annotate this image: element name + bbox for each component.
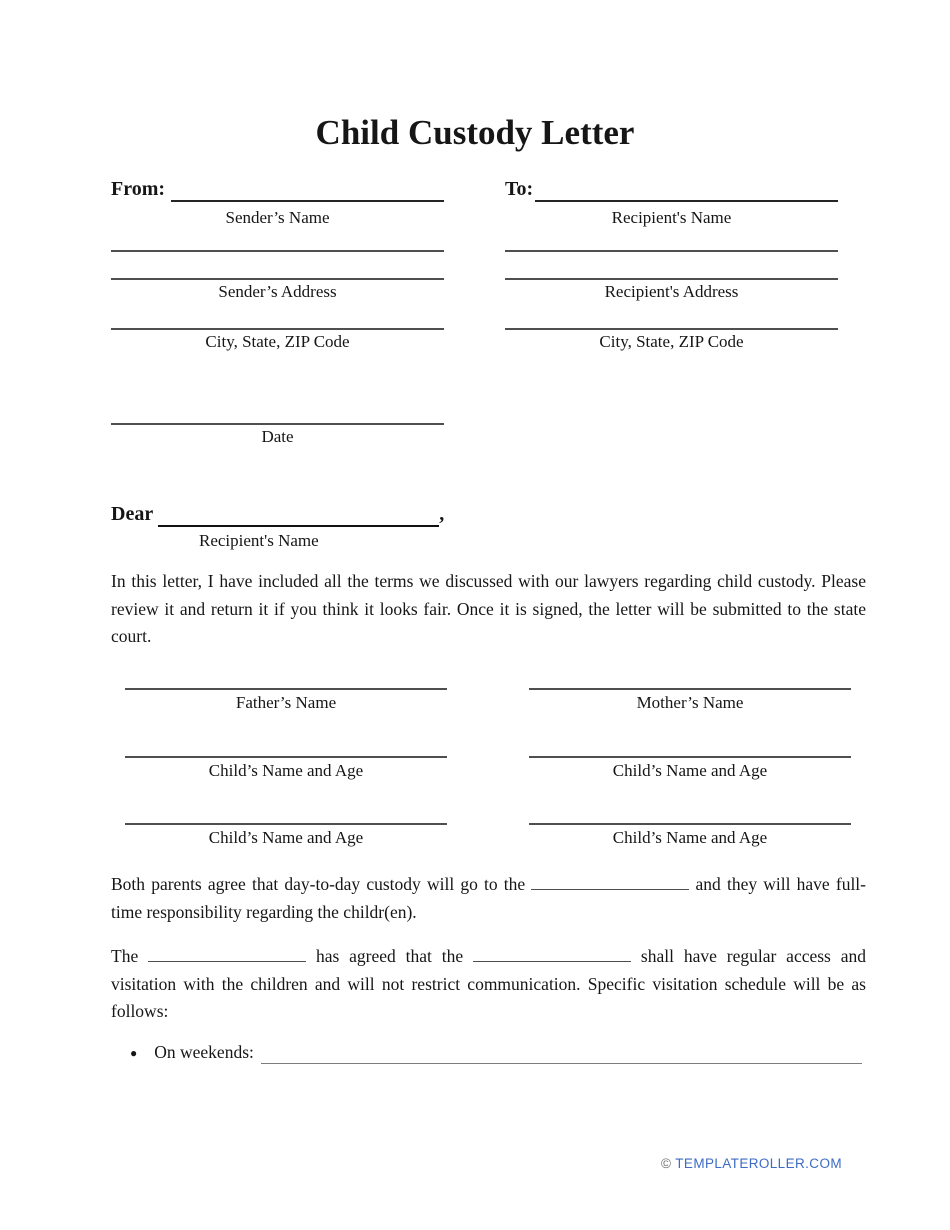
from-label: From:: [111, 178, 166, 200]
child-name-caption-1: Child’s Name and Age: [208, 761, 364, 780]
sender-column: [111, 176, 444, 447]
weekend-label: On weekends:: [154, 1042, 254, 1062]
mother-name-caption: Mother’s Name: [636, 693, 744, 712]
recipient-column: [505, 176, 838, 447]
intro-paragraph: In this letter, I have included all the terms we discussed with our lawyers regarding child custody. Please review it and return it if you think it looks fair. Once it is signed, the letter will be submitted to the state court.: [111, 571, 866, 647]
visitation-text-2: has agreed that the: [315, 946, 464, 966]
page-title: Child Custody Letter: [315, 113, 635, 152]
other-parent-blank-line: [473, 948, 631, 962]
weekend-list-item: [130, 1040, 862, 1064]
salutation-comma: ,: [439, 503, 445, 525]
date-line: [111, 352, 444, 425]
custody-paragraph: [111, 871, 866, 926]
dear-label: Dear: [111, 503, 154, 525]
child-name-caption-4: Child’s Name and Age: [612, 828, 768, 847]
weekend-schedule-line: [261, 1063, 862, 1064]
to-row: [505, 176, 838, 202]
recipient-address-line-2: [505, 252, 838, 280]
copyright-icon: ©: [660, 1156, 672, 1171]
sender-address-line-1: [111, 228, 444, 252]
visitation-paragraph: [111, 943, 866, 1026]
sender-city-caption: City, State, ZIP Code: [205, 332, 350, 351]
sender-name-caption: Sender’s Name: [225, 208, 330, 227]
from-row: [111, 176, 444, 202]
templateroller-link[interactable]: TEMPLATEROLLER.COM: [675, 1156, 842, 1171]
recipient-city-line: [505, 302, 838, 330]
recipient-name-line: [535, 200, 838, 202]
visitation-text-1: The: [111, 946, 139, 966]
visitation-text-3: shall have regular access and visitation with the children and will not restrict communication. Specific visitation schedule will be as follows:: [111, 946, 867, 1022]
child-name-line-4: [529, 781, 851, 825]
header-block: [111, 176, 838, 447]
mother-column: [529, 666, 851, 848]
date-caption: Date: [261, 427, 294, 446]
child-name-line-2: [125, 781, 447, 825]
salutation-name-line: [158, 525, 439, 527]
sender-address-line-2: [111, 252, 444, 280]
sender-name-line: [171, 200, 444, 202]
custody-text-before: Both parents agree that day-to-day custody will go to the: [111, 874, 526, 894]
father-name-line: [125, 666, 447, 690]
recipient-name-caption: Recipient's Name: [611, 208, 732, 227]
visiting-parent-blank-line: [148, 948, 306, 962]
names-block: [125, 666, 851, 848]
salutation-caption: Recipient's Name: [199, 531, 319, 550]
recipient-city-caption: City, State, ZIP Code: [599, 332, 744, 351]
child-name-caption-3: Child’s Name and Age: [612, 761, 768, 780]
sender-city-line: [111, 302, 444, 330]
mother-name-line: [529, 666, 851, 690]
custodian-blank-line: [531, 876, 689, 890]
father-name-caption: Father’s Name: [235, 693, 337, 712]
footer: [661, 1155, 842, 1172]
child-name-line-3: [529, 713, 851, 758]
recipient-address-caption: Recipient's Address: [604, 282, 739, 301]
child-name-line-1: [125, 713, 447, 758]
sender-address-caption: Sender’s Address: [218, 282, 337, 301]
child-name-caption-2: Child’s Name and Age: [208, 828, 364, 847]
recipient-address-line-1: [505, 228, 838, 252]
salutation-row: [111, 500, 866, 527]
bullet-icon: ●: [130, 1046, 138, 1060]
father-column: [125, 666, 447, 848]
custody-text-after: and they will have full-time responsibility regarding the childr(en).: [111, 874, 866, 922]
to-label: To:: [505, 178, 534, 200]
